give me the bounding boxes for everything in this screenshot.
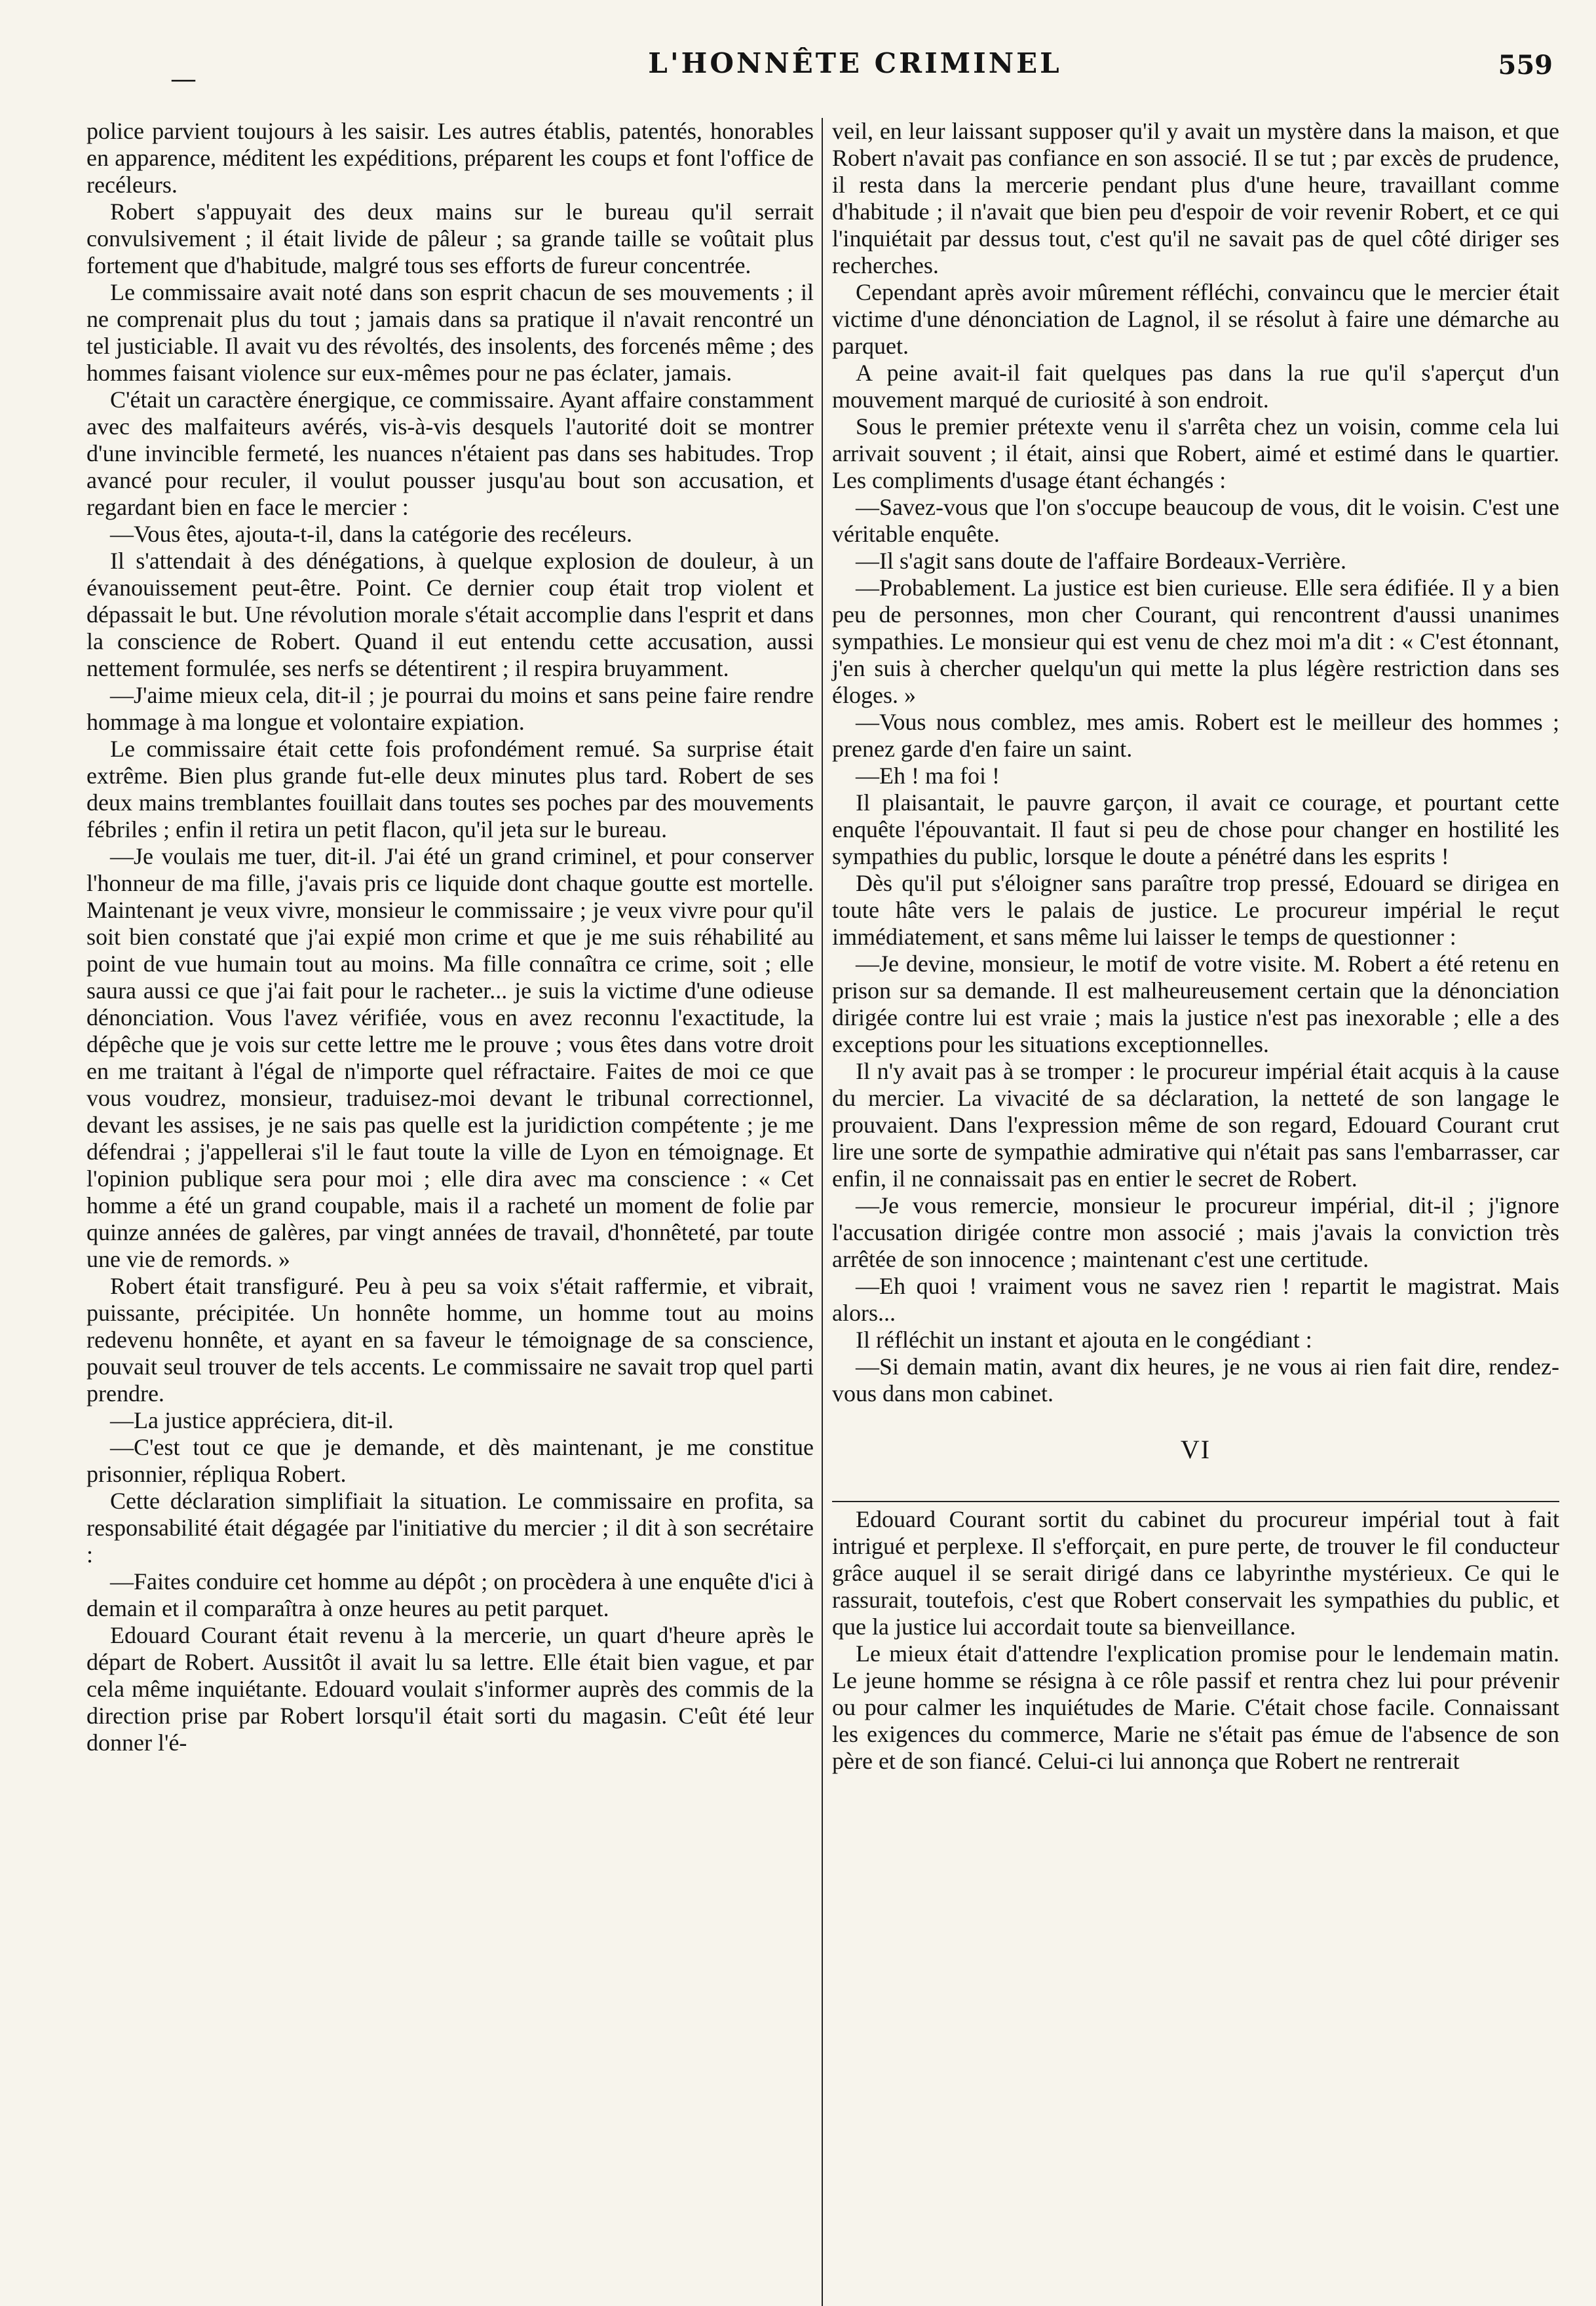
- paragraph: —Eh ! ma foi !: [856, 763, 1000, 789]
- page-number: 559: [1498, 50, 1553, 81]
- paragraph: —J'aime mieux cela, dit-il ; je pourrai du moins et sans peine faire rendre hommage à ma longue et volontaire expiation.: [86, 682, 814, 735]
- paragraph: —Eh quoi ! vraiment vous ne savez rien ! repartit le magistrat. Mais alors...: [832, 1273, 1559, 1326]
- page-header: [157, 43, 1553, 94]
- paragraph: —Vous êtes, ajouta-t-il, dans la catégorie des recéleurs.: [110, 521, 633, 547]
- paragraph: Il plaisantait, le pauvre garçon, il avait ce courage, et pourtant cette enquête l'épouvantait. Il faut si peu de chose pour changer en hostilité les sympathies du public, lorsque le doute a pénétré dans les esprits !: [832, 789, 1559, 869]
- paragraph: Le commissaire était cette fois profondément remué. Sa surprise était extrême. Bien plus grande fut-elle deux minutes plus tard. Robert de ses deux mains tremblantes fouillait dans toutes ses poches par des mouvements fébriles ; enfin il retira un petit flacon, qu'il jeta sur le bureau.: [86, 736, 814, 842]
- paragraph: police parvient toujours à les saisir. Les autres établis, patentés, honorables en apparence, méditent les expéditions, préparent les coups et font l'office de recéleurs.: [86, 118, 814, 198]
- paragraph: Edouard Courant était revenu à la mercerie, un quart d'heure après le départ de Robert. Aussitôt il avait lu sa lettre. Elle était bien vague, et par cela même inquiétante. Edouard voulait s'informer auprès des commis de la direction prise par Robert lorsqu'il était sorti du magasin. C'eût été leur donner l'é-: [86, 1622, 814, 1756]
- right-column: [832, 118, 1559, 1775]
- paragraph: —Faites conduire cet homme au dépôt ; on procèdera à une enquête d'ici à demain et il comparaîtra à onze heures au petit parquet.: [86, 1568, 814, 1621]
- paragraph: —Il s'agit sans doute de l'affaire Bordeaux-Verrière.: [856, 548, 1347, 574]
- column-divider: [822, 118, 823, 2306]
- paragraph: Robert s'appuyait des deux mains sur le bureau qu'il serrait convulsivement ; il était livide de pâleur ; sa grande taille se voûtait plus fortement que d'habitude, malgré tous ses efforts de fureur concentrée.: [86, 198, 814, 278]
- paragraph: C'était un caractère énergique, ce commissaire. Ayant affaire constamment avec des malfaiteurs avérés, vis-à-vis desquels l'autorité doit se montrer d'une invincible fermeté, les nuances n'étaient pas dans ses habitudes. Trop avancé pour reculer, il voulut pousser jusqu'au bout son accusation, et regardant bien en face le mercier :: [86, 387, 814, 520]
- paragraph: A peine avait-il fait quelques pas dans la rue qu'il s'aperçut d'un mouvement marqué de curiosité à son endroit.: [832, 360, 1559, 413]
- paragraph: Le commissaire avait noté dans son esprit chacun de ses mouvements ; il ne comprenait plus du tout ; jamais dans sa pratique il n'avait rencontré un tel justiciable. Il avait vu des révoltés, des insolents, des forcenés même ; des hommes faisant violence sur eux-mêmes pour ne pas éclater, jamais.: [86, 279, 814, 386]
- section-rule: [832, 1501, 1559, 1502]
- paragraph: —Probablement. La justice est bien curieuse. Elle sera édifiée. Il y a bien peu de personnes, mon cher Courant, qui rencontrent d'aussi unanimes sympathies. Le monsieur qui est venu de chez moi m'a dit : « C'est étonnant, j'en suis à chercher quelqu'un qui mette la plus légère restriction dans ses éloges. »: [832, 575, 1559, 708]
- paragraph: —Je devine, monsieur, le motif de votre visite. M. Robert a été retenu en prison sur sa demande. Il est malheureusement certain que la dénonciation dirigée contre lui est vraie ; mais la justice n'est pas inexorable ; elle a des exceptions pour les situations exceptionnelles.: [832, 951, 1559, 1057]
- header-dash: —: [170, 64, 197, 94]
- left-column: [86, 118, 814, 1756]
- paragraph: Il n'y avait pas à se tromper : le procureur impérial était acquis à la cause du mercier. La vivacité de sa déclaration, la netteté de son langage le prouvaient. Dans l'expression même de son regard, Edouard Courant crut lire une sorte de sympathie admirative qui n'était pas sans l'embarrasser, car enfin, il ne connaissait pas en entier le secret de Robert.: [832, 1058, 1559, 1192]
- running-title: L'HONNÊTE CRIMINEL: [648, 47, 1062, 79]
- paragraph: —C'est tout ce que je demande, et dès maintenant, je me constitue prisonnier, répliqua Robert.: [86, 1434, 814, 1487]
- paragraph: —Je vous remercie, monsieur le procureur impérial, dit-il ; j'ignore l'accusation dirigée contre mon associé ; mais j'avais la conviction très arrêtée de son innocence ; maintenant c'est une certitude.: [832, 1192, 1559, 1272]
- paragraph: —Vous nous comblez, mes amis. Robert est le meilleur des hommes ; prenez garde d'en faire un saint.: [832, 709, 1559, 762]
- paragraph: Cependant après avoir mûrement réfléchi, convaincu que le mercier était victime d'une dénonciation de Lagnol, il se résolut à faire une démarche au parquet.: [832, 279, 1559, 359]
- paragraph: —Savez-vous que l'on s'occupe beaucoup de vous, dit le voisin. C'est une véritable enquête.: [832, 494, 1559, 547]
- paragraph: Sous le premier prétexte venu il s'arrêta chez un voisin, comme cela lui arrivait souvent ; il était, ainsi que Robert, aimé et estimé dans le quartier. Les compliments d'usage étant échangés :: [832, 413, 1559, 493]
- paragraph: Edouard Courant sortit du cabinet du procureur impérial tout à fait intrigué et perplexe. Il s'efforçait, en pure perte, de trouver le fil conducteur grâce auquel il se serait dirigé dans ce labyrinthe mystérieux. Ce qui le rassurait, toutefois, c'est que Robert conservait les sympathies du public, et que la justice lui accordait toute sa bienveillance.: [832, 1506, 1559, 1640]
- paragraph: Le mieux était d'attendre l'explication promise pour le lendemain matin. Le jeune homme se résigna à ce rôle passif et rentra chez lui pour prévenir ou pour calmer les inquiétudes de Marie. C'était chose facile. Connaissant les exigences du commerce, Marie ne s'était pas émue de l'absence de son père et de son fiancé. Celui-ci lui annonça que Robert ne rentrerait: [832, 1640, 1559, 1774]
- paragraph: Il s'attendait à des dénégations, à quelque explosion de douleur, à un évanouissement peut-être. Point. Ce dernier coup était trop violent et dépassait le but. Une révolution morale s'était accomplie dans l'esprit et dans la conscience de Robert. Quand il eut entendu cette accusation, aussi nettement formulée, ses nerfs se détentirent ; il respira bruyamment.: [86, 548, 814, 681]
- paragraph: veil, en leur laissant supposer qu'il y avait un mystère dans la maison, et que Robert n'avait pas confiance en son associé. Il se tut ; par excès de prudence, il resta dans la mercerie pendant plus d'une heure, travaillant comme d'habitude ; il n'avait que bien peu d'espoir de voir revenir Robert, et ce qui l'inquiétait par dessus tout, c'est qu'il ne savait pas de quel côté diriger ses recherches.: [832, 118, 1559, 278]
- paragraph: Il réfléchit un instant et ajouta en le congédiant :: [856, 1327, 1312, 1353]
- paragraph: —La justice appréciera, dit-il.: [110, 1407, 394, 1433]
- section-heading: VI: [1180, 1435, 1211, 1464]
- paragraph: Cette déclaration simplifiait la situation. Le commissaire en profita, sa responsabilité était dégagée par l'initiative du mercier ; il dit à son secrétaire :: [86, 1488, 814, 1568]
- paragraph: —Si demain matin, avant dix heures, je ne vous ai rien fait dire, rendez-vous dans mon cabinet.: [832, 1353, 1559, 1407]
- paragraph: —Je voulais me tuer, dit-il. J'ai été un grand criminel, et pour conserver l'honneur de ma fille, j'avais pris ce liquide dont chaque goutte est mortelle. Maintenant je veux vivre, monsieur le commissaire ; je veux vivre pour qu'il soit bien constaté que j'ai expié mon crime et que je me suis réhabilité au point de vue humain tout au moins. Ma fille connaîtra ce crime, soit ; elle saura aussi ce que j'ai fait pour le racheter... je suis la victime d'une odieuse dénonciation. Vous l'avez vérifiée, vous en avez reconnu l'exactitude, la dépêche que je vois sur cette lettre me le prouve ; vous êtes dans votre droit en me traitant à l'égal de n'importe quel réfractaire. Faites de moi ce que vous voudrez, monsieur, traduisez-moi devant le tribunal correctionnel, devant les assises, je ne sais pas quelle est la juridiction compétente ; je me défendrai ; j'appellerai s'il le faut toute la ville de Lyon en témoignage. Et l'opinion publique sera pour moi ; elle dira avec ma conscience : « Cet homme a été un grand coupable, mais il a racheté un moment de folie par quinze années de galères, par vingt années de travail, d'honnêteté, par toute une vie de remords. »: [86, 843, 814, 1272]
- paragraph: Dès qu'il put s'éloigner sans paraître trop pressé, Edouard se dirigea en toute hâte vers le palais de justice. Le procureur impérial le reçut immédiatement, et sans même lui laisser le temps de questionner :: [832, 870, 1559, 950]
- paragraph: Robert était transfiguré. Peu à peu sa voix s'était raffermie, et vibrait, puissante, précipitée. Un honnête homme, un homme tout au moins redevenu honnête, et ayant en sa faveur le témoignage de sa conscience, pouvait seul trouver de tels accents. Le commissaire ne savait trop quel parti prendre.: [86, 1273, 814, 1407]
